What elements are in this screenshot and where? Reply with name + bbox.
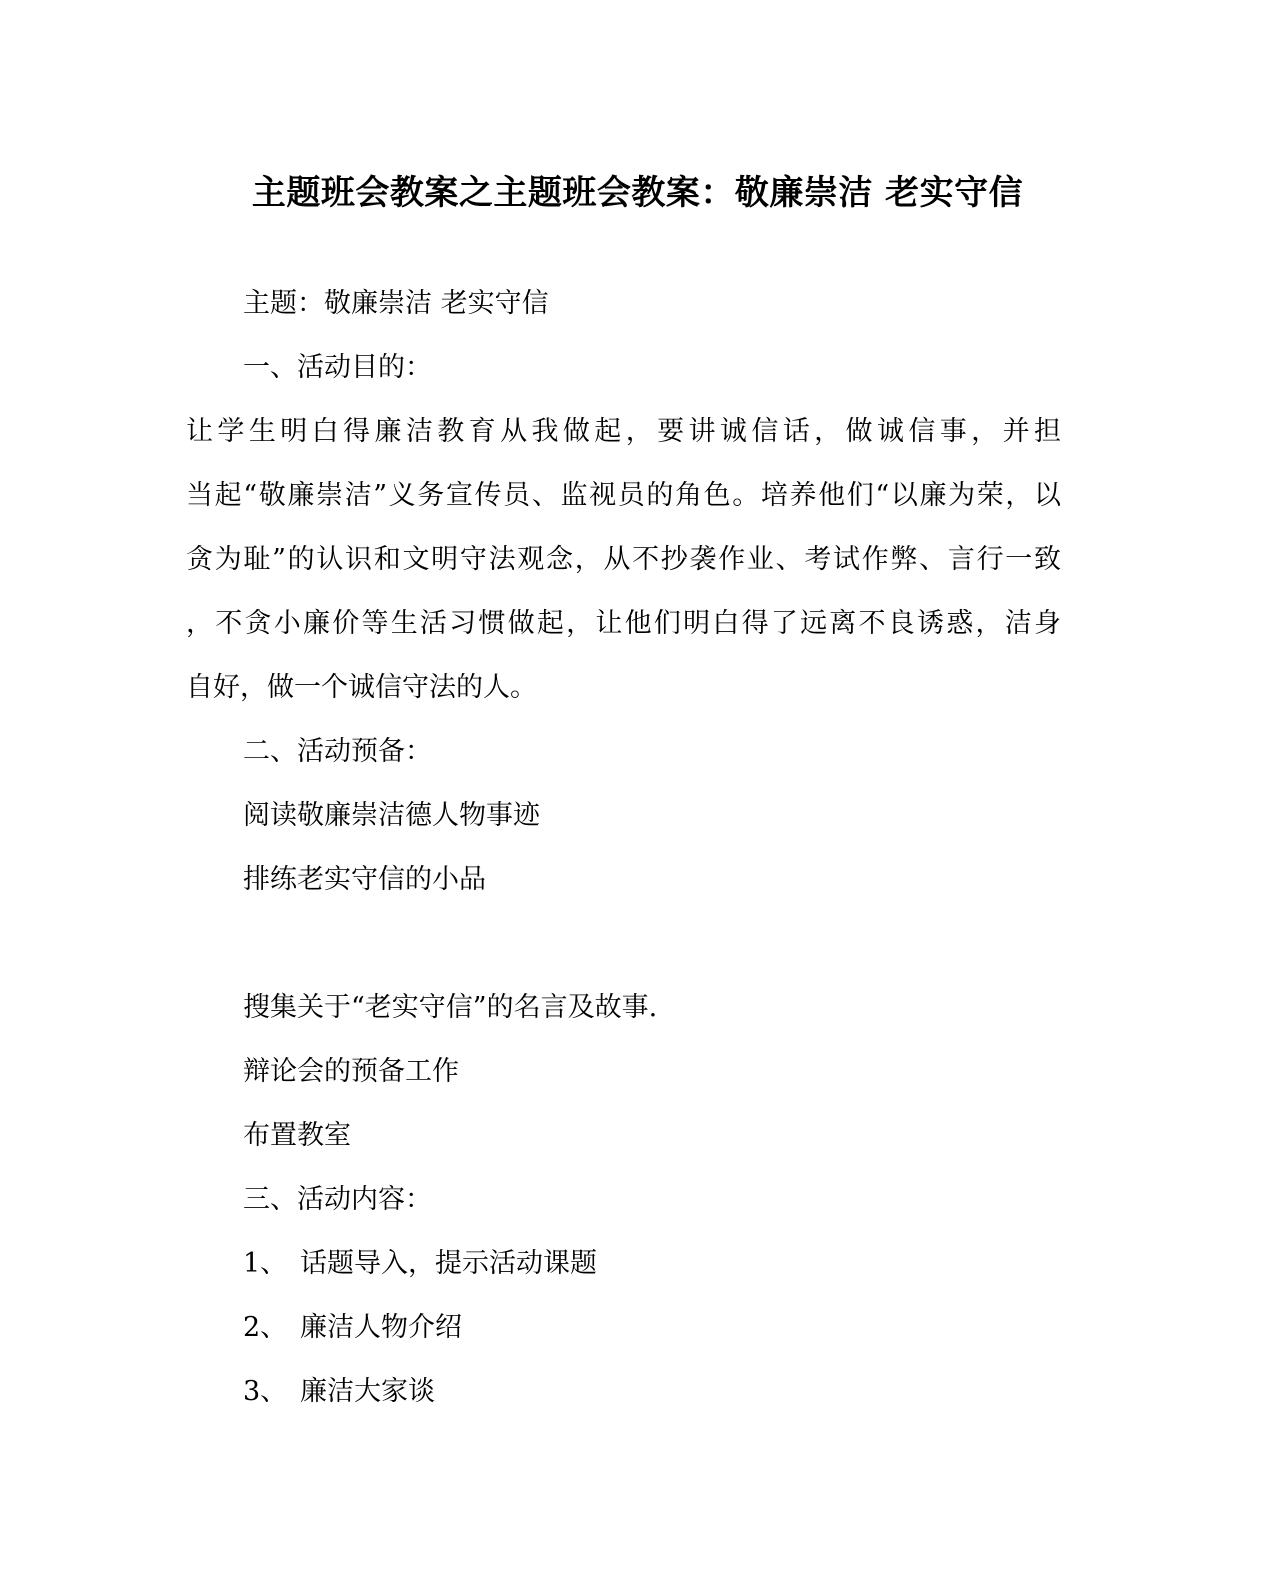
item-number: 1、 [243,1248,288,1279]
item-text: 廉洁人物介绍 [300,1312,462,1343]
section2-heading: 二、活动预备： [243,736,432,767]
theme-line: 主题：敬廉崇洁 老实守信 [243,288,549,319]
item-number: 2、 [243,1312,288,1343]
item-number: 3、 [243,1376,288,1407]
document-title: 主题班会教案之主题班会教案：敬廉崇洁 老实守信 [251,173,1024,213]
list-item: 排练老实守信的小品 [243,864,486,895]
list-item: 布置教室 [243,1120,351,1151]
section3-heading: 三、活动内容： [243,1184,432,1215]
list-item: 辩论会的预备工作 [243,1056,459,1087]
paragraph-line: 让学生明白得廉洁教育从我做起，要讲诚信话，做诚信事，并担 [186,416,1061,447]
paragraph-line: 当起“敬廉崇洁”义务宣传员、监视员的角色。培养他们“以廉为荣，以 [186,480,1061,511]
paragraph-line: 贪为耻”的认识和文明守法观念，从不抄袭作业、考试作弊、言行一致 [186,544,1061,575]
section1-heading: 一、活动目的： [243,352,432,383]
item-text: 廉洁大家谈 [300,1376,435,1407]
item-text: 话题导入，提示活动课题 [300,1248,597,1279]
numbered-item [243,1244,597,1284]
paragraph-line: 自好，做一个诚信守法的人。 [186,672,537,703]
list-item: 阅读敬廉崇洁德人物事迹 [243,800,540,831]
paragraph-line: ，不贪小廉价等生活习惯做起，让他们明白得了远离不良诱惑，洁身 [186,608,1061,639]
numbered-item [243,1372,435,1412]
list-item: 搜集关于“老实守信”的名言及故事. [243,992,658,1023]
numbered-item [243,1308,462,1348]
